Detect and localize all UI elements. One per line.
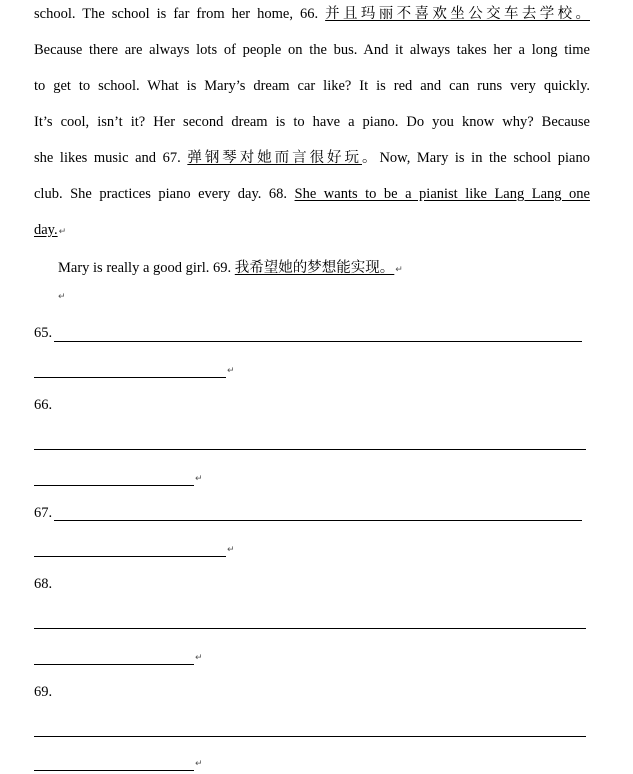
answer-line-68b[interactable] [34,664,194,665]
translation-question-68: She wants to be a pianist like Lang Lang one [294,186,590,202]
paragraph-mark-icon: ↵ [227,366,235,376]
answer-line-66b[interactable] [34,485,194,486]
paragraph-mark-icon: ↵ [195,474,203,484]
translation-answer-69: 我希望她的梦想能实现。 [234,260,395,276]
passage [34,0,590,288]
passage-line-3: to get to school. What is Mary’s dream car like? It is red and can runs very quickly. [34,78,590,94]
passage-line-1 [34,0,590,32]
paragraph-mark-icon: ↵ [227,545,235,555]
passage-text: Mary is really a good girl. 69. [58,260,235,276]
passage-line-8 [34,250,590,288]
answer-number-67: 67. [34,505,53,521]
passage-line-6 [34,176,590,212]
answer-number-68: 68. [34,576,53,592]
paragraph-mark-icon: ↵ [58,227,67,237]
passage-line-2: Because there are always lots of people on the bus. And it always takes her a long time [34,42,590,58]
answer-number-65: 65. [34,325,53,341]
passage-text: 。Now, Mary is in the school piano [361,150,590,166]
answer-number-69: 69. [34,684,53,700]
answer-line-69a[interactable] [34,736,586,737]
passage-line-5 [34,140,590,176]
answer-line-67a[interactable] [54,520,582,521]
paragraph-mark-icon: ↵ [58,292,66,302]
answer-line-69b[interactable] [34,770,194,771]
passage-text: club. She practices piano every day. 68. [34,186,295,202]
answer-line-65b[interactable] [34,377,226,378]
translation-question-68-end: day. [34,222,58,238]
passage-line-7 [34,212,590,250]
answer-line-65a[interactable] [54,341,582,342]
passage-line-4: It’s cool, isn’t it? Her second dream is to have a piano. Do you know why? Because [34,114,590,130]
answer-line-67b[interactable] [34,556,226,557]
translation-answer-67: 弹钢琴对她而言很好玩 [187,150,362,166]
answer-number-66: 66. [34,397,53,413]
paragraph-mark-icon: ↵ [395,265,403,275]
answer-line-68a[interactable] [34,628,586,629]
paragraph-mark-icon: ↵ [195,759,203,769]
answer-line-66a[interactable] [34,449,586,450]
passage-text: school. The school is far from her home, 66. [34,6,326,22]
paragraph-mark-icon: ↵ [195,653,203,663]
passage-text: she likes music and 67. [34,150,188,166]
translation-answer-66: 并且玛丽不喜欢坐公交车去学校。 [325,6,590,22]
